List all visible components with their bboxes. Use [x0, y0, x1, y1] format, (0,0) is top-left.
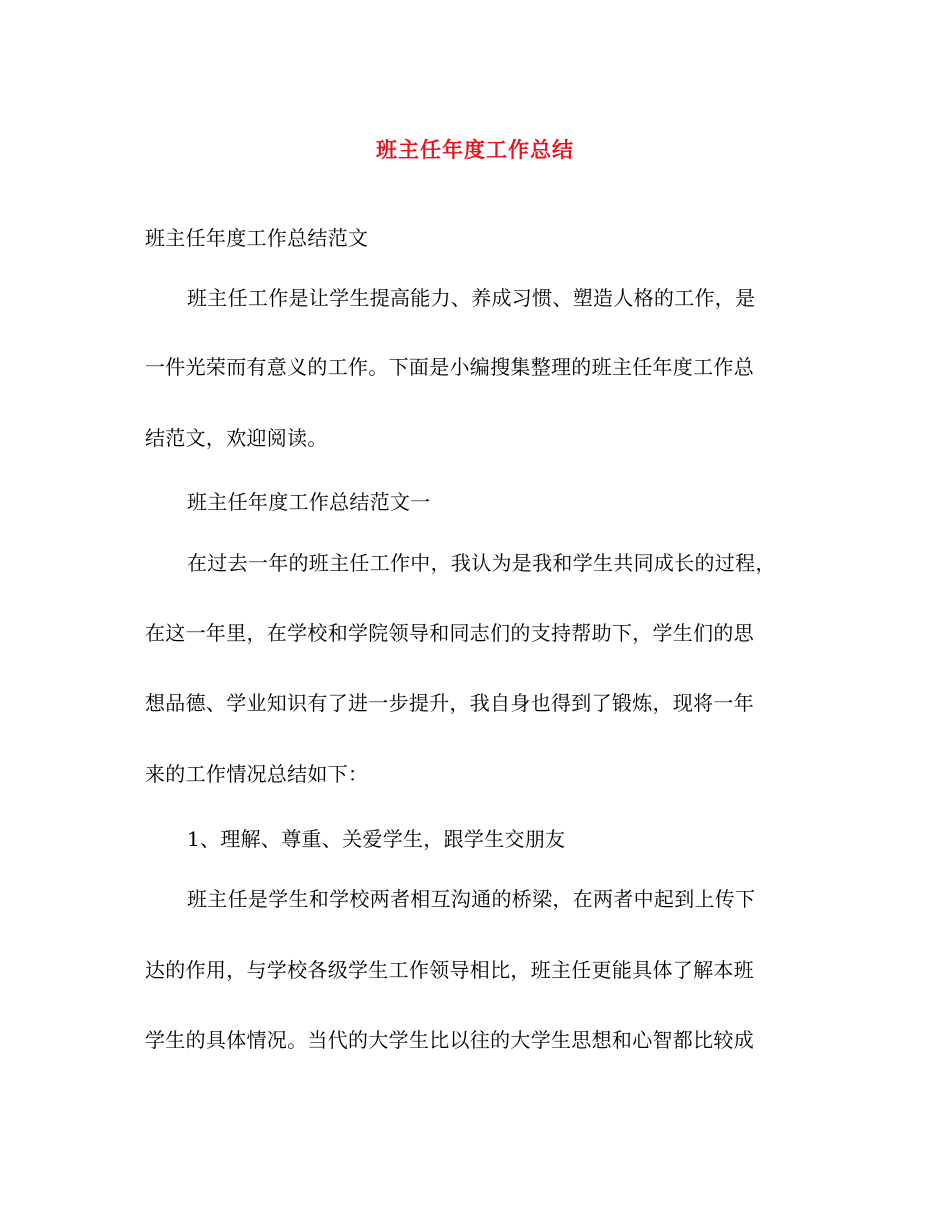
paragraph-line: 来的工作情况总结如下： — [145, 762, 369, 786]
paragraph-line: 达的作用，与学校各级学生工作领导相比，班主任更能具体了解本班 — [145, 958, 754, 982]
paragraph-line: 班主任是学生和学校两者相互沟通的桥梁，在两者中起到上传下 — [187, 887, 756, 911]
document-title: 班主任年度工作总结 — [376, 137, 574, 162]
paragraph-line: 一件光荣而有意义的工作。下面是小编搜集整理的班主任年度工作总 — [145, 355, 754, 379]
paragraph-line: 学生的具体情况。当代的大学生比以往的大学生思想和心智都比较成 — [145, 1028, 754, 1052]
section-heading: 班主任年度工作总结范文一 — [187, 490, 431, 514]
paragraph-line: 班主任工作是让学生提高能力、养成习惯、塑造人格的工作，是 — [187, 286, 756, 310]
paragraph-line: 在这一年里，在学校和学院领导和同志们的支持帮助下，学生们的思 — [145, 621, 754, 645]
paragraph-line: 想品德、学业知识有了进一步提升，我自身也得到了锻炼，现将一年 — [145, 691, 754, 715]
paragraph-line: 结范文，欢迎阅读。 — [145, 426, 328, 450]
subtitle-line: 班主任年度工作总结范文 — [145, 226, 369, 250]
paragraph-line: 在过去一年的班主任工作中，我认为是我和学生共同成长的过程， — [187, 551, 776, 575]
numbered-heading: 1、理解、尊重、关爱学生，跟学生交朋友 — [187, 827, 566, 851]
